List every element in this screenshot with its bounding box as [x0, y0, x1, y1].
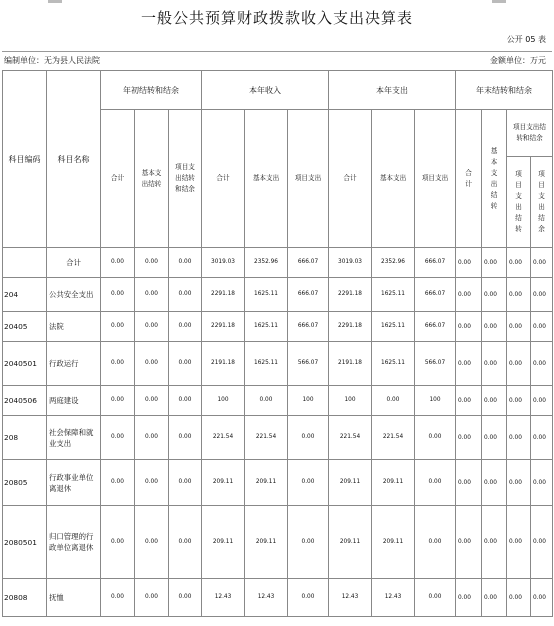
cell-end-total: 0.00: [456, 416, 482, 460]
cell-e-basic: 209.11: [372, 460, 415, 506]
cell-b-total: 0.00: [101, 386, 135, 416]
cell-end-basic: 0.00: [482, 416, 507, 460]
cell-b-basic: 0.00: [135, 278, 169, 312]
cell-end-total: 0.00: [456, 278, 482, 312]
cell-end-surplus: 0.00: [531, 416, 553, 460]
header-group-income: 本年收入: [202, 71, 329, 110]
cell-b-basic: 0.00: [135, 460, 169, 506]
cell-b-basic: 0.00: [135, 386, 169, 416]
cell-b-total: 0.00: [101, 579, 135, 617]
cell-end-basic: 0.00: [482, 386, 507, 416]
cell-i-total: 2291.18: [202, 278, 245, 312]
row-code: 2040501: [3, 342, 47, 386]
cell-end-proj: 0.00: [507, 312, 531, 342]
cell-end-total: 0.00: [456, 342, 482, 386]
cell-i-basic: 2352.96: [245, 248, 288, 278]
cell-end-surplus: 0.00: [531, 386, 553, 416]
cell-e-basic: 1625.11: [372, 342, 415, 386]
row-name: 社会保障和就业支出: [47, 416, 101, 460]
cell-b-total: 0.00: [101, 248, 135, 278]
cell-end-basic: 0.00: [482, 460, 507, 506]
header-code: 科目编码: [3, 71, 47, 248]
cell-e-total: 2191.18: [329, 342, 372, 386]
row-name: 行政运行: [47, 342, 101, 386]
cell-i-proj: 666.07: [288, 312, 329, 342]
cell-i-proj: 100: [288, 386, 329, 416]
cell-b-total: 0.00: [101, 342, 135, 386]
header-group-begin: 年初结转和结余: [101, 71, 202, 110]
cell-b-total: 0.00: [101, 416, 135, 460]
cell-end-total: 0.00: [456, 386, 482, 416]
cell-end-proj: 0.00: [507, 342, 531, 386]
cell-i-total: 2291.18: [202, 312, 245, 342]
cell-b-proj: 0.00: [169, 579, 202, 617]
cell-b-basic: 0.00: [135, 248, 169, 278]
cell-i-total: 3019.03: [202, 248, 245, 278]
row-name: 归口管理的行政单位离退休: [47, 506, 101, 579]
cell-e-proj: 666.07: [415, 312, 456, 342]
cell-b-total: 0.00: [101, 278, 135, 312]
row-name: 法院: [47, 312, 101, 342]
cell-i-proj: 0.00: [288, 579, 329, 617]
top-edge-mark: [492, 0, 506, 3]
cell-i-basic: 209.11: [245, 506, 288, 579]
row-code: 2080501: [3, 506, 47, 579]
cell-e-total: 12.43: [329, 579, 372, 617]
header-name: 科目名称: [47, 71, 101, 248]
cell-b-proj: 0.00: [169, 312, 202, 342]
cell-b-total: 0.00: [101, 506, 135, 579]
cell-e-basic: 12.43: [372, 579, 415, 617]
cell-e-total: 209.11: [329, 460, 372, 506]
cell-b-basic: 0.00: [135, 416, 169, 460]
header-end-project: 项目支出结转: [507, 157, 531, 248]
table-row: [3, 386, 553, 416]
form-code: 公开 05 表: [506, 35, 546, 44]
row-name: 行政事业单位离退休: [47, 460, 101, 506]
cell-end-proj: 0.00: [507, 460, 531, 506]
header-expense-project: 项目支出: [415, 110, 456, 248]
cell-i-basic: 0.00: [245, 386, 288, 416]
cell-i-total: 209.11: [202, 506, 245, 579]
cell-e-proj: 0.00: [415, 460, 456, 506]
cell-i-proj: 666.07: [288, 248, 329, 278]
table-row: [3, 278, 553, 312]
header-group-expense: 本年支出: [329, 71, 456, 110]
header-income-project: 项目支出: [288, 110, 329, 248]
row-code: 20805: [3, 460, 47, 506]
cell-b-proj: 0.00: [169, 342, 202, 386]
cell-end-proj: 0.00: [507, 579, 531, 617]
cell-e-basic: 0.00: [372, 386, 415, 416]
cell-end-surplus: 0.00: [531, 506, 553, 579]
header-begin-basic: 基本支出结转: [135, 110, 169, 248]
cell-e-basic: 1625.11: [372, 278, 415, 312]
cell-end-total: 0.00: [456, 312, 482, 342]
cell-e-proj: 0.00: [415, 579, 456, 617]
cell-end-basic: 0.00: [482, 248, 507, 278]
unit-row: [2, 51, 552, 66]
header-begin-project: 项目支出结转和结余: [169, 110, 202, 248]
header-income-basic: 基本支出: [245, 110, 288, 248]
cell-e-total: 2291.18: [329, 312, 372, 342]
cell-i-proj: 0.00: [288, 506, 329, 579]
cell-end-surplus: 0.00: [531, 342, 553, 386]
cell-e-proj: 666.07: [415, 248, 456, 278]
cell-i-total: 12.43: [202, 579, 245, 617]
cell-e-total: 3019.03: [329, 248, 372, 278]
cell-e-basic: 2352.96: [372, 248, 415, 278]
header-expense-total: 合计: [329, 110, 372, 248]
cell-e-basic: 209.11: [372, 506, 415, 579]
cell-end-total: 0.00: [456, 506, 482, 579]
cell-end-surplus: 0.00: [531, 248, 553, 278]
cell-b-proj: 0.00: [169, 386, 202, 416]
row-name: 两庭建设: [47, 386, 101, 416]
row-code: 2040506: [3, 386, 47, 416]
cell-i-proj: 566.07: [288, 342, 329, 386]
cell-end-basic: 0.00: [482, 579, 507, 617]
cell-end-proj: 0.00: [507, 386, 531, 416]
cell-e-proj: 0.00: [415, 506, 456, 579]
cell-i-proj: 0.00: [288, 460, 329, 506]
table-row: [3, 506, 553, 579]
cell-end-total: 0.00: [456, 460, 482, 506]
cell-e-basic: 221.54: [372, 416, 415, 460]
table-row: [3, 579, 553, 617]
header-begin-total: 合计: [101, 110, 135, 248]
cell-e-total: 100: [329, 386, 372, 416]
cell-end-total: 0.00: [456, 579, 482, 617]
cell-end-proj: 0.00: [507, 416, 531, 460]
cell-end-surplus: 0.00: [531, 460, 553, 506]
cell-end-surplus: 0.00: [531, 579, 553, 617]
cell-end-proj: 0.00: [507, 248, 531, 278]
cell-b-basic: 0.00: [135, 312, 169, 342]
cell-end-surplus: 0.00: [531, 278, 553, 312]
row-name: 公共安全支出: [47, 278, 101, 312]
cell-b-proj: 0.00: [169, 506, 202, 579]
cell-i-basic: 1625.11: [245, 312, 288, 342]
cell-e-total: 221.54: [329, 416, 372, 460]
row-name: 合计: [47, 248, 101, 278]
cell-e-basic: 1625.11: [372, 312, 415, 342]
header-income-total: 合计: [202, 110, 245, 248]
cell-i-proj: 0.00: [288, 416, 329, 460]
row-code: [3, 248, 47, 278]
cell-end-basic: 0.00: [482, 506, 507, 579]
table-row: [3, 248, 553, 278]
amount-unit: 金额单位：万元: [490, 56, 546, 65]
cell-i-basic: 1625.11: [245, 278, 288, 312]
cell-b-basic: 0.00: [135, 579, 169, 617]
budget-table: [2, 70, 553, 617]
cell-e-proj: 0.00: [415, 416, 456, 460]
cell-b-basic: 0.00: [135, 506, 169, 579]
cell-b-proj: 0.00: [169, 278, 202, 312]
row-code: 204: [3, 278, 47, 312]
cell-i-basic: 1625.11: [245, 342, 288, 386]
header-end-basic: 基本支出结转: [482, 110, 507, 248]
cell-b-total: 0.00: [101, 312, 135, 342]
cell-e-total: 2291.18: [329, 278, 372, 312]
row-code: 20808: [3, 579, 47, 617]
page-title: 一般公共预算财政拨款收入支出决算表: [140, 9, 413, 27]
cell-end-surplus: 0.00: [531, 312, 553, 342]
top-edge-mark: [48, 0, 62, 3]
header-group-end: 年末结转和结余: [456, 71, 553, 110]
cell-e-proj: 666.07: [415, 278, 456, 312]
row-code: 208: [3, 416, 47, 460]
cell-e-proj: 100: [415, 386, 456, 416]
cell-end-proj: 0.00: [507, 506, 531, 579]
cell-end-total: 0.00: [456, 248, 482, 278]
row-code: 20405: [3, 312, 47, 342]
table-row: [3, 460, 553, 506]
cell-i-total: 221.54: [202, 416, 245, 460]
cell-end-proj: 0.00: [507, 278, 531, 312]
cell-i-total: 100: [202, 386, 245, 416]
cell-i-total: 209.11: [202, 460, 245, 506]
row-name: 抚恤: [47, 579, 101, 617]
cell-end-basic: 0.00: [482, 278, 507, 312]
cell-b-total: 0.00: [101, 460, 135, 506]
header-end-surplus: 项目支出结余: [531, 157, 553, 248]
cell-i-basic: 209.11: [245, 460, 288, 506]
header-end-total: 合计: [456, 110, 482, 248]
cell-i-basic: 12.43: [245, 579, 288, 617]
cell-end-basic: 0.00: [482, 312, 507, 342]
header-expense-basic: 基本支出: [372, 110, 415, 248]
cell-i-proj: 666.07: [288, 278, 329, 312]
cell-e-total: 209.11: [329, 506, 372, 579]
cell-b-proj: 0.00: [169, 460, 202, 506]
cell-b-proj: 0.00: [169, 416, 202, 460]
cell-end-basic: 0.00: [482, 342, 507, 386]
table-row: [3, 416, 553, 460]
header-end-project-group: 项目支出结转和结余: [507, 110, 553, 157]
cell-e-proj: 566.07: [415, 342, 456, 386]
cell-i-total: 2191.18: [202, 342, 245, 386]
unit-label: 编制单位：无为县人民法院: [4, 56, 100, 65]
table-row: [3, 312, 553, 342]
cell-i-basic: 221.54: [245, 416, 288, 460]
cell-b-proj: 0.00: [169, 248, 202, 278]
cell-b-basic: 0.00: [135, 342, 169, 386]
table-row: [3, 342, 553, 386]
